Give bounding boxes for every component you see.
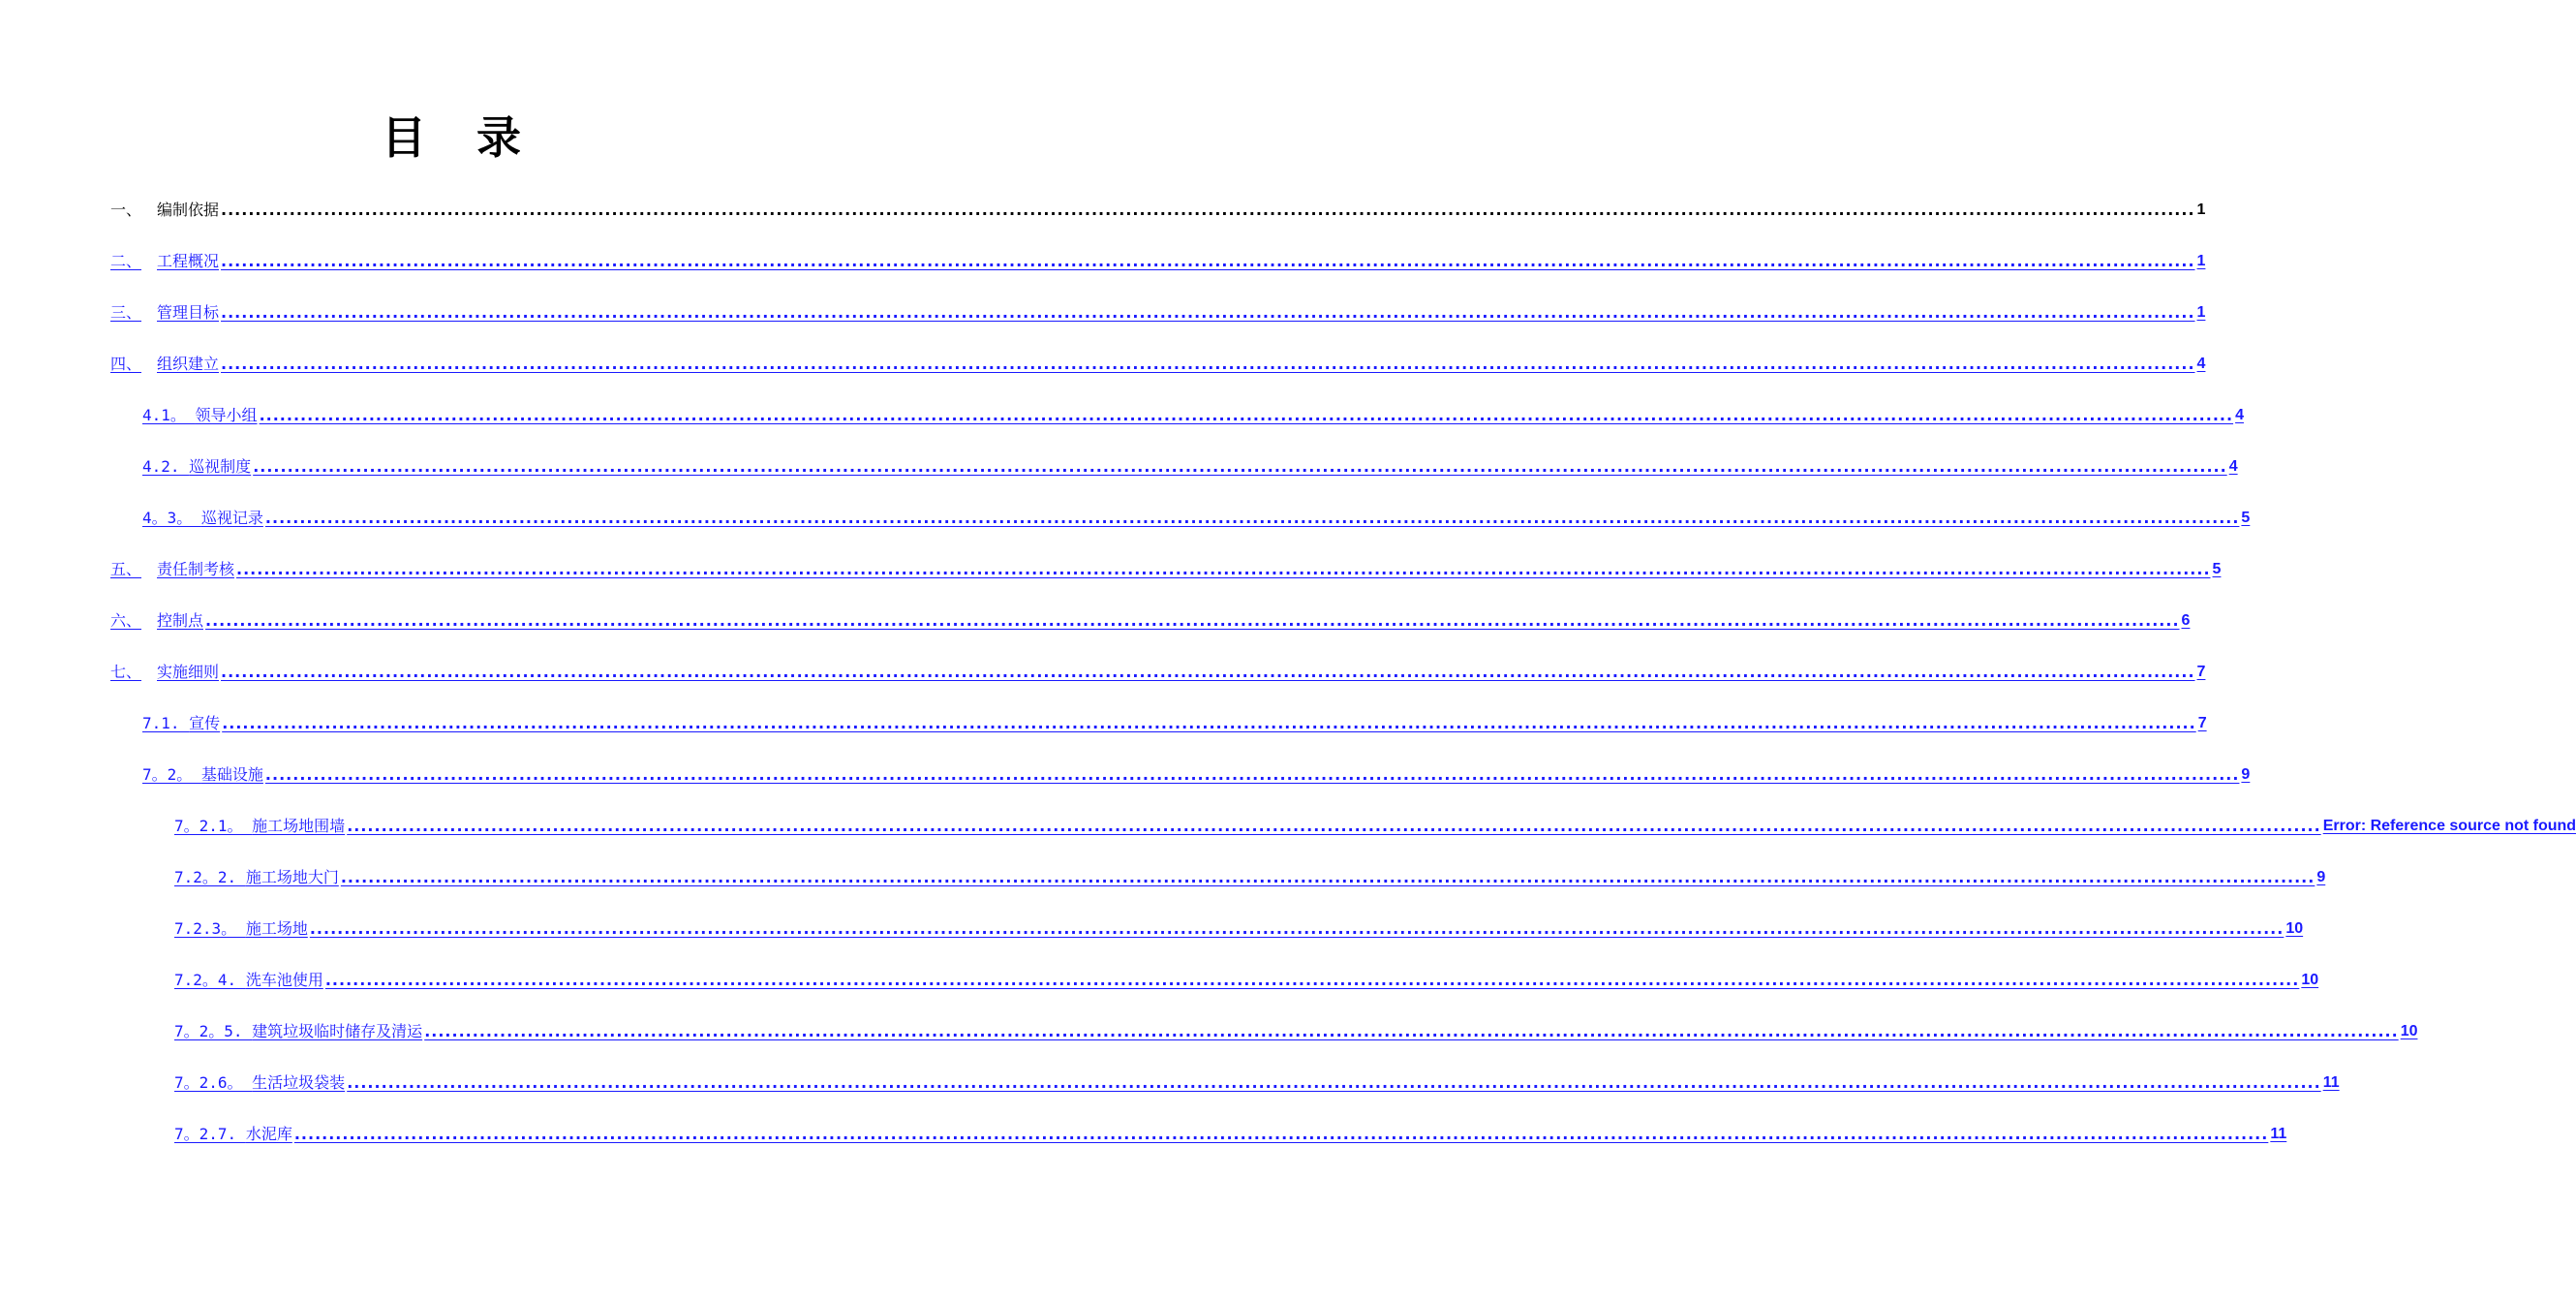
toc-entry-number: 7。2。5. — [174, 1022, 253, 1040]
toc-entry-3[interactable] — [110, 300, 2206, 324]
toc-entry-text: 责任制考核 — [157, 560, 235, 578]
toc-page-number: 4 — [2235, 407, 2244, 423]
toc-page-number: 9 — [2241, 766, 2251, 783]
toc-entry-7-2-3[interactable] — [174, 916, 2304, 940]
toc-dot-leader: ................................................................................................................................................................................................................................................................................................ — [221, 355, 2195, 373]
toc-entry-number: 六、 — [110, 611, 142, 630]
toc-entry-7[interactable] — [110, 660, 2206, 683]
toc-entry-number: 7。2。 — [142, 765, 201, 784]
toc-entry-number: 一、 — [110, 201, 142, 219]
toc-entry-1 — [110, 198, 2206, 221]
toc-entry-number: 7.1. — [142, 714, 190, 732]
toc-page-number: Error: Reference source not found — [2322, 818, 2576, 834]
toc-dot-leader: ................................................................................................................................................................................................................................................................................................ — [309, 919, 2285, 938]
toc-entry-4-2[interactable] — [142, 454, 2238, 478]
toc-entry-7-2-1[interactable] — [174, 814, 2576, 837]
toc-dot-leader: ................................................................................................................................................................................................................................................................................................ — [221, 663, 2195, 681]
toc-entry-text: 巡视制度 — [189, 457, 252, 476]
toc-dot-leader: ................................................................................................................................................................................................................................................................................................ — [236, 560, 2211, 578]
toc-title: 目 录 — [381, 111, 538, 164]
toc-entry-number: 四、 — [110, 355, 142, 373]
toc-entry-number: 7。2.1。 — [174, 817, 253, 835]
toc-entry-number: 4.2. — [142, 457, 190, 476]
toc-entry-7-2-6[interactable] — [174, 1070, 2340, 1094]
toc-page-number: 4 — [2228, 458, 2238, 475]
toc-dot-leader: ................................................................................................................................................................................................................................................................................................ — [340, 868, 2315, 886]
toc-entry-7-2-5[interactable] — [174, 1019, 2418, 1042]
toc-entry-4-1[interactable] — [142, 403, 2244, 426]
toc-dot-leader: ................................................................................................................................................................................................................................................................................................ — [221, 252, 2195, 270]
toc-entry-number: 三、 — [110, 303, 142, 322]
toc-page-number: 1 — [2196, 253, 2206, 269]
toc-entry-number: 7。2.6。 — [174, 1073, 253, 1092]
toc-entry-4[interactable] — [110, 352, 2206, 375]
toc-entry-number: 4。3。 — [142, 509, 201, 527]
toc-entry-7-1[interactable] — [142, 711, 2207, 734]
toc-page-number: 10 — [2400, 1023, 2418, 1039]
toc-dot-leader: ................................................................................................................................................................................................................................................................................................ — [264, 509, 2240, 527]
toc-entry-text: 领导小组 — [195, 406, 258, 424]
toc-entry-6[interactable] — [110, 608, 2191, 632]
toc-dot-leader: ................................................................................................................................................................................................................................................................................................ — [293, 1125, 2269, 1143]
toc-entry-7-2-2[interactable] — [174, 865, 2326, 888]
toc-entry-text: 建筑垃圾临时储存及清运 — [252, 1022, 423, 1040]
toc-page-number: 5 — [2212, 561, 2222, 577]
toc-entry-7-2[interactable] — [142, 762, 2251, 786]
toc-entry-number: 7.2。2. — [174, 868, 246, 886]
toc-entry-2[interactable] — [110, 249, 2206, 272]
toc-entry-text: 施工场地 — [245, 919, 308, 938]
toc-entry-4-3[interactable] — [142, 506, 2251, 529]
toc-entry-text: 实施细则 — [157, 663, 220, 681]
toc-page-number: 7 — [2197, 715, 2207, 731]
toc-dot-leader: ................................................................................................................................................................................................................................................................................................ — [205, 611, 2180, 630]
toc-entry-text: 水泥库 — [245, 1125, 292, 1143]
toc-page-number: 7 — [2196, 664, 2206, 680]
toc-dot-leader: ................................................................................................................................................................................................................................................................................................ — [347, 1073, 2321, 1092]
toc-entry-7-2-7[interactable] — [174, 1122, 2287, 1145]
toc-page-number: 6 — [2181, 612, 2191, 629]
toc-entry-5[interactable] — [110, 557, 2222, 580]
toc-entry-text: 工程概况 — [157, 252, 220, 270]
toc-entry-text: 组织建立 — [157, 355, 220, 373]
toc-entry-number: 七、 — [110, 663, 142, 681]
toc-entry-text: 控制点 — [157, 611, 204, 630]
toc-entry-text: 施工场地大门 — [245, 868, 339, 886]
toc-dot-leader: ................................................................................................................................................................................................................................................................................................ — [324, 971, 2300, 989]
toc-page-number: 11 — [2270, 1126, 2287, 1142]
toc-entry-text: 洗车池使用 — [245, 971, 323, 989]
toc-page-number: 1 — [2196, 304, 2206, 321]
toc-entry-text: 管理目标 — [157, 303, 220, 322]
toc-dot-leader: ................................................................................................................................................................................................................................................................................................ — [259, 406, 2234, 424]
toc-dot-leader: ................................................................................................................................................................................................................................................................................................ — [222, 714, 2196, 732]
toc-entry-text: 生活垃圾袋装 — [252, 1073, 346, 1092]
toc-dot-leader: ................................................................................................................................................................................................................................................................................................ — [347, 817, 2321, 835]
toc-page-number: 11 — [2322, 1074, 2340, 1091]
toc-dot-leader: ................................................................................................................................................................................................................................................................................................ — [264, 765, 2240, 784]
toc-dot-leader: ................................................................................................................................................................................................................................................................................................ — [221, 303, 2195, 322]
toc-page-number: 4 — [2196, 356, 2206, 372]
toc-entry-text: 编制依据 — [157, 201, 220, 219]
toc-entry-text: 基础设施 — [200, 765, 263, 784]
toc-entry-number: 7。2.7. — [174, 1125, 246, 1143]
toc-entry-number: 4.1。 — [142, 406, 196, 424]
toc-entry-number: 7.2。4. — [174, 971, 246, 989]
toc-page-number: 10 — [2301, 972, 2319, 988]
toc-dot-leader: ................................................................................................................................................................................................................................................................................................ — [253, 457, 2227, 476]
toc-entry-number: 五、 — [110, 560, 142, 578]
toc-entry-text: 施工场地围墙 — [252, 817, 346, 835]
toc-entry-text: 宣传 — [189, 714, 221, 732]
toc-page-number: 10 — [2285, 920, 2304, 937]
toc-dot-leader: ................................................................................................................................................................................................................................................................................................ — [424, 1022, 2399, 1040]
toc-entry-text: 巡视记录 — [200, 509, 263, 527]
toc-page-number: 1 — [2196, 202, 2206, 218]
toc-dot-leader: ................................................................................................................................................................................................................................................................................................ — [221, 201, 2195, 219]
toc-page-number: 5 — [2241, 510, 2251, 526]
toc-entry-number: 7.2.3。 — [174, 919, 246, 938]
toc-entry-7-2-4[interactable] — [174, 968, 2319, 991]
toc-entry-number: 二、 — [110, 252, 142, 270]
toc-page-number: 9 — [2316, 869, 2326, 885]
